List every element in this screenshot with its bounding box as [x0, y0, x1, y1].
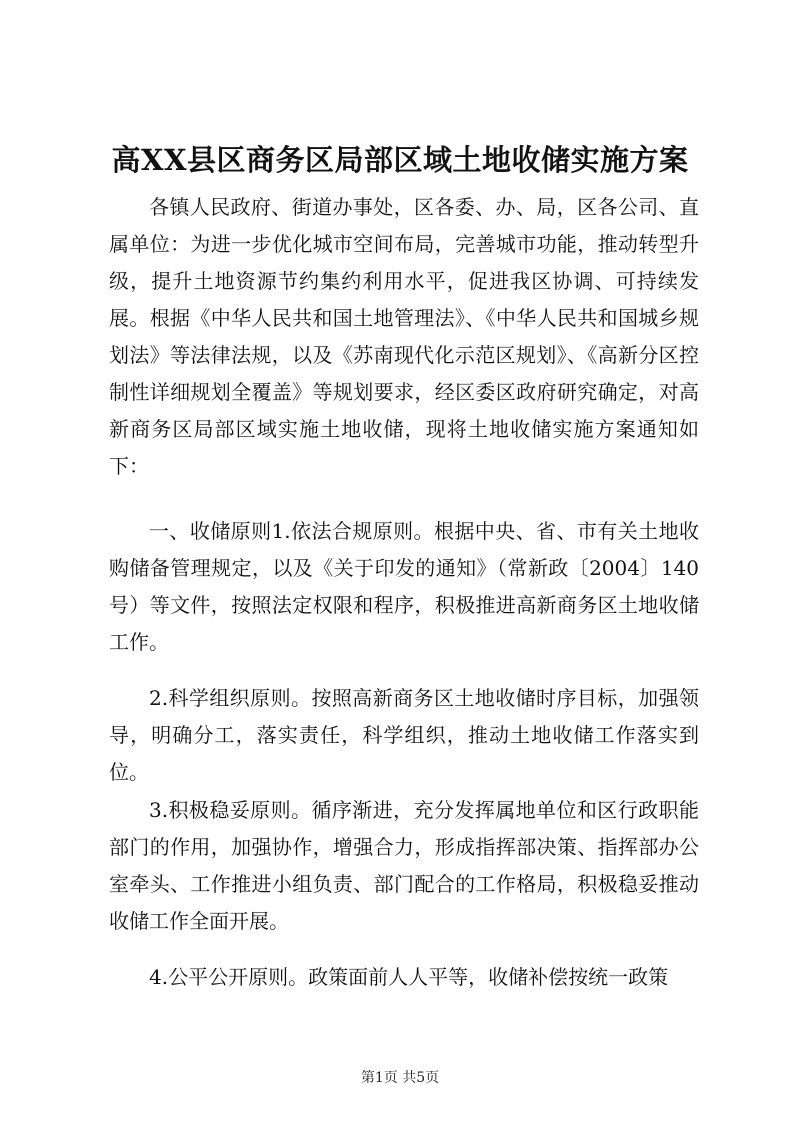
paragraph-principle-2: 2.科学组织原则。按照高新商务区土地收储时序目标，加强领导，明确分工，落实责任，科学组织，推动土地收储工作落实到位。: [109, 686, 699, 784]
paragraph-principle-1: 一、收储原则1.依法合规原则。根据中央、省、市有关土地收购储备管理规定，以及《关于印发的通知》（常新政〔2004〕140号）等文件，按照法定权限和程序，积极推进高新商务区土地收储工作。: [109, 519, 699, 654]
paragraph-intro: 各镇人民政府、街道办事处，区各委、办、局，区各公司、直属单位：为进一步优化城市空间布局，完善城市功能，推动转型升级，提升土地资源节约集约利用水平，促进我区协调、可持续发展。根据《中华人民共和国土地管理法》、《中华人民共和国城乡规划法》等法律法规，以及《苏南现代化示范区规划》、《高新分区控制性详细规划全覆盖》等规划要求，经区委区政府研究确定，对高新商务区局部区域实施土地收储，现将土地收储实施方案通知如下：: [109, 195, 699, 478]
paragraph-principle-4: 4.公平公开原则。政策面前人人平等，收储补偿按统一政策: [149, 965, 669, 989]
page-number-footer: 第1页 共5页: [360, 1070, 440, 1086]
document-title: 高XX县区商务区局部区域土地收储实施方案: [111, 143, 689, 177]
paragraph-principle-3: 3.积极稳妥原则。循序渐进，充分发挥属地单位和区行政职能部门的作用，加强协作，增强合力，形成指挥部决策、指挥部办公室牵头、工作推进小组负责、部门配合的工作格局，积极稳妥推动收储工作全面开展。: [109, 798, 699, 933]
